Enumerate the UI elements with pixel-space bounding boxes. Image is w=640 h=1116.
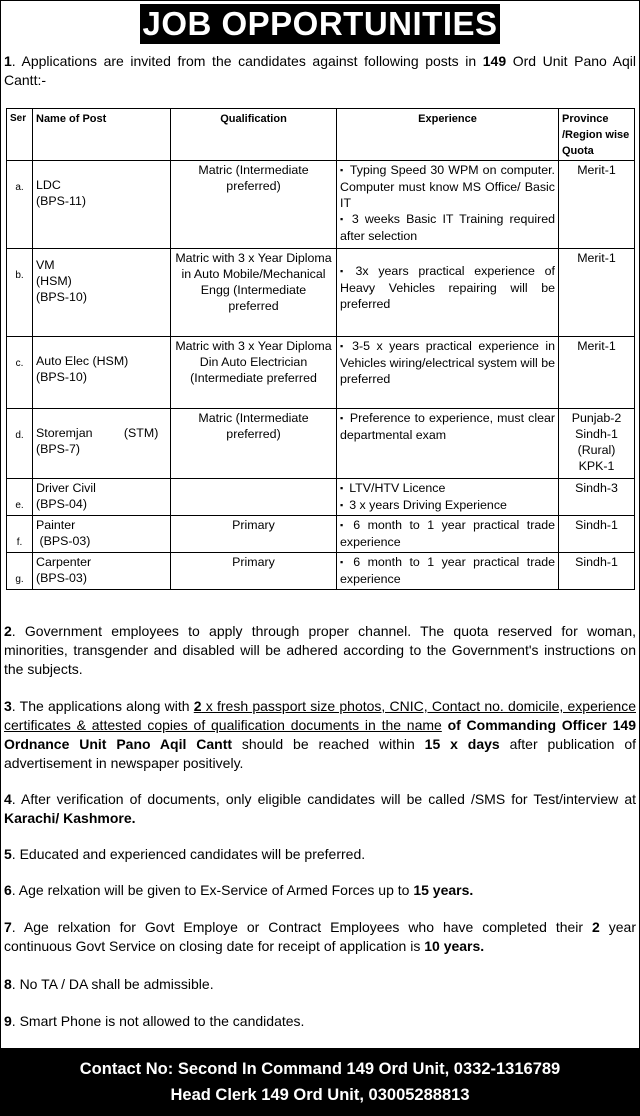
paragraph-number: 5 [4, 846, 12, 862]
table-row [7, 337, 635, 409]
jobs-table [6, 108, 635, 590]
cell-province-quota [559, 409, 635, 479]
post-line: Storemjan (STM) [36, 426, 159, 440]
paragraph-text: . Age relxation for Govt Employe or Contract Employees who have completed their [11, 919, 593, 935]
paragraph-text: . Government employees to apply through proper channel. The quota reserved for woman, minorities, transgender and disabled will be adhered according to the Government's instructions on the subjects. [4, 623, 636, 677]
header-province: Province /Region wise Quota [559, 109, 635, 161]
experience-item: ▪ 3x years practical experience of Heavy Vehicles repairing will be preferred [340, 263, 555, 312]
post-line: LDC [36, 178, 61, 192]
experience-item: ▪ 6 month to 1 year practical trade experience [340, 517, 555, 550]
paragraph-text: year continuous Govt Service on closing date for receipt of application is [4, 919, 637, 954]
cell-experience [337, 479, 559, 516]
cell-province-quota [559, 161, 635, 249]
header-experience: Experience [337, 109, 559, 161]
age-relaxation-years: 15 years. [413, 882, 474, 898]
post-line: (BPS-7) [36, 442, 81, 456]
paragraph-4 [4, 790, 636, 828]
cell-ser: b. [7, 249, 33, 337]
cell-qualification: Matric (Intermediate preferred) [171, 161, 337, 249]
paragraph-number: 8 [4, 976, 12, 992]
paragraph-text: . Smart Phone is not allowed to the candidates. [11, 1013, 305, 1029]
quota-line: Sindh-1 [575, 518, 618, 532]
paragraph-text: . No TA / DA shall be admissible. [11, 976, 214, 992]
table-row [7, 553, 635, 590]
cell-province-quota [559, 249, 635, 337]
unit-number: 149 [482, 53, 507, 69]
addressee: of Commanding Officer 149 Ordnance Unit Pano Aqil Cantt [4, 717, 636, 752]
cell-qualification: Matric (Intermediate preferred) [171, 409, 337, 479]
experience-item: ▪ 3-5 x years practical experience in Vehicles wiring/electrical system will be preferred [340, 338, 555, 387]
post-line: (BPS-04) [36, 497, 87, 511]
age-relaxation-years: 10 years. [424, 938, 485, 954]
paragraph-3 [4, 697, 636, 773]
cell-province-quota [559, 553, 635, 590]
cell-experience [337, 516, 559, 553]
cell-post [33, 516, 171, 553]
page-title: JOB OPPORTUNITIES [140, 4, 500, 44]
required-documents: x fresh passport size photos, CNIC, Contact no. domicile, experience certificates & attested copies of qualification documents in the name [4, 698, 636, 733]
quota-line: Merit-1 [577, 163, 616, 177]
table-row [7, 409, 635, 479]
post-line: Painter [36, 518, 76, 532]
paragraph-text: after publication of advertisement in newspaper positively. [4, 736, 636, 771]
cell-experience [337, 161, 559, 249]
table-row [7, 161, 635, 249]
cell-qualification [171, 479, 337, 516]
experience-item: ▪ 3 x years Driving Experience [340, 497, 555, 514]
cell-post [33, 249, 171, 337]
table-row [7, 479, 635, 516]
cell-ser: e. [7, 479, 33, 516]
cell-experience [337, 249, 559, 337]
contact-line-1: Contact No: Second In Command 149 Ord Unit, 0332-1316789 [79, 1060, 561, 1078]
quota-line: (Rural) [577, 443, 616, 457]
post-line: (BPS-10) [36, 290, 87, 304]
experience-item: ▪ Preference to experience, must clear departmental exam [340, 410, 555, 443]
paragraph-text: . Educated and experienced candidates will be preferred. [11, 846, 366, 862]
cell-post [33, 409, 171, 479]
paragraph-6 [4, 881, 636, 900]
contact-footer [0, 1048, 640, 1116]
paragraph-9 [4, 1012, 636, 1031]
paragraph-8 [4, 975, 636, 994]
cell-post [33, 337, 171, 409]
post-line: Driver Civil [36, 481, 96, 495]
test-location: Karachi/ Kashmore. [4, 810, 136, 826]
cell-ser: d. [7, 409, 33, 479]
quota-line: KPK-1 [578, 459, 615, 473]
paragraph-text: . Applications are invited from the candidates against following posts in [11, 53, 483, 69]
post-line: VM [36, 258, 55, 272]
cell-province-quota [559, 516, 635, 553]
paragraph-number: 3 [4, 698, 12, 714]
header-post: Name of Post [33, 109, 171, 161]
experience-item: ▪ LTV/HTV Licence [340, 480, 555, 497]
cell-experience [337, 553, 559, 590]
paragraph-text: should be reached within [232, 736, 425, 752]
cell-qualification: Matric with 3 x Year Diploma in Auto Mobile/Mechanical Engg (Intermediate preferred [171, 249, 337, 337]
cell-ser: a. [7, 161, 33, 249]
paragraph-text: . Age relxation will be given to Ex-Service of Armed Forces up to [11, 882, 414, 898]
table-header-row [7, 109, 635, 161]
contact-line-2: Head Clerk 149 Ord Unit, 03005288813 [170, 1086, 470, 1104]
cell-post [33, 161, 171, 249]
service-years: 2 [592, 919, 600, 935]
cell-ser: g. [7, 553, 33, 590]
table-row [7, 516, 635, 553]
paragraph-number: 6 [4, 882, 12, 898]
paragraph-text: . After verification of documents, only eligible candidates will be called /SMS for Test/interview at [11, 791, 636, 807]
table-row [7, 249, 635, 337]
paragraph-text: . The applications along with [11, 698, 194, 714]
cell-experience [337, 409, 559, 479]
quota-line: Sindh-3 [575, 481, 618, 495]
paragraph-1 [4, 52, 636, 90]
post-line: Carpenter [36, 555, 92, 569]
quota-line: Sindh-1 [575, 427, 618, 441]
paragraph-number: 9 [4, 1013, 12, 1029]
cell-experience [337, 337, 559, 409]
cell-province-quota [559, 337, 635, 409]
paragraph-2 [4, 622, 636, 679]
paragraph-7 [4, 918, 636, 956]
paragraph-number: 2 [4, 623, 12, 639]
cell-ser: c. [7, 337, 33, 409]
paragraph-number: 1 [4, 53, 12, 69]
cell-qualification: Primary [171, 516, 337, 553]
quota-line: Merit-1 [577, 339, 616, 353]
paragraph-number: 4 [4, 791, 12, 807]
header-ser: Ser [7, 109, 33, 161]
paragraph-number: 7 [4, 919, 12, 935]
photo-count: 2 [193, 698, 202, 714]
cell-qualification: Primary [171, 553, 337, 590]
experience-item: ▪ 6 month to 1 year practical trade experience [340, 554, 555, 587]
post-line: (HSM) [36, 274, 72, 288]
quota-line: Sindh-1 [575, 555, 618, 569]
cell-province-quota [559, 479, 635, 516]
post-line: (BPS-03) [36, 534, 91, 548]
cell-post [33, 553, 171, 590]
post-line: (BPS-11) [36, 194, 87, 208]
experience-item: ▪ Typing Speed 30 WPM on computer. Computer must know MS Office/ Basic IT [340, 162, 555, 211]
quota-line: Punjab-2 [571, 411, 622, 425]
quota-line: Merit-1 [577, 251, 616, 265]
deadline: 15 x days [424, 736, 500, 752]
experience-item: ▪ 3 weeks Basic IT Training required after selection [340, 211, 555, 244]
post-line: (BPS-03) [36, 571, 87, 585]
post-line: Auto Elec (HSM) [36, 354, 129, 368]
cell-post [33, 479, 171, 516]
cell-qualification: Matric with 3 x Year Diploma Din Auto Electrician (Intermediate preferred [171, 337, 337, 409]
header-qualification: Qualification [171, 109, 337, 161]
paragraph-5 [4, 845, 636, 864]
cell-ser: f. [7, 516, 33, 553]
paragraph-text: Ord Unit Pano Aqil Cantt:- [4, 53, 636, 88]
post-line: (BPS-10) [36, 370, 87, 384]
